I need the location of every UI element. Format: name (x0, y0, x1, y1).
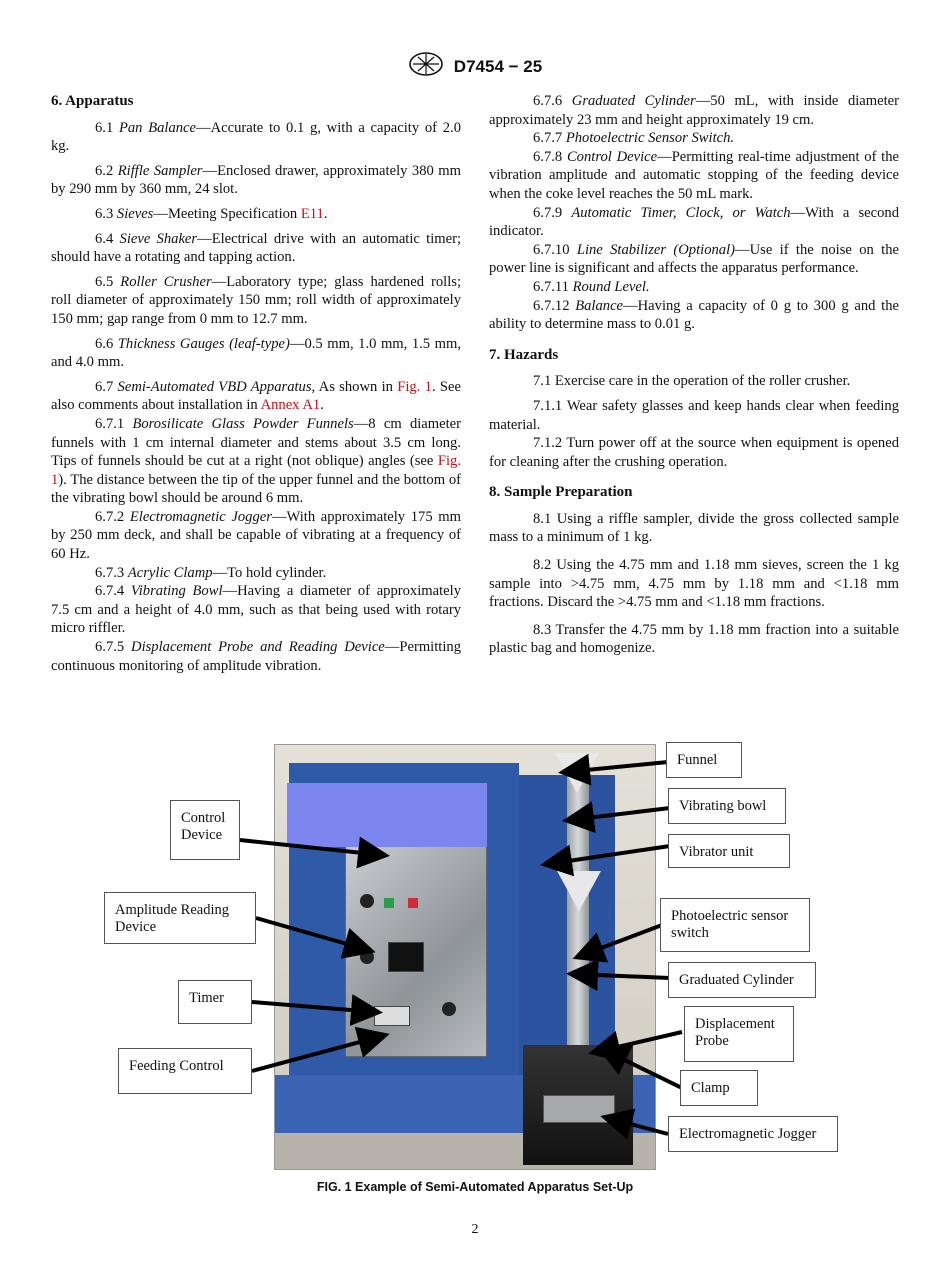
para-6-7-3: 6.7.3 Acrylic Clamp—To hold cylinder. (95, 564, 327, 581)
section-7-heading: 7. Hazards (489, 346, 559, 363)
label-funnel: Funnel (666, 742, 742, 778)
label-control-device: Control Device (170, 800, 240, 860)
para-6-7-11: 6.7.11 Round Level. (533, 278, 650, 295)
label-timer: Timer (178, 980, 252, 1024)
para-7-1: 7.1 Exercise care in the operation of the roller crusher. (533, 373, 851, 390)
para-6-7-1: 6.7.1 Borosilicate Glass Powder Funnels—8 cm diameter funnels with 1 cm internal diameter and stems about 3.5 cm long. Tips of funnels should be cut at a right (not oblique) angles (see Fig. 1). The distance between the tip of the upper funnel and the bottom of the vibrating bowl should be around 6 mm. (51, 415, 461, 507)
para-6-7: 6.7 Semi-Automated VBD Apparatus, As shown in Fig. 1. See also comments about installation in Annex A1. (51, 378, 462, 414)
para-6-7-12: 6.7.12 Balance—Having a capacity of 0 g to 300 g and the ability to determine mass to 0.01 g. (489, 297, 899, 333)
para-6-4: 6.4 Sieve Shaker—Electrical drive with an automatic timer; should have a rotating and tapping action. (51, 230, 462, 266)
para-6-7-8: 6.7.8 Control Device—Permitting real-time adjustment of the vibration amplitude and automatic stopping of the feeding device when the coke level reaches the 50 mL mark. (489, 148, 900, 202)
label-vibrator-unit: Vibrator unit (668, 834, 790, 868)
standard-designation: D7454 − 25 (453, 56, 543, 76)
link-annex-a1[interactable]: Annex A1 (260, 397, 321, 414)
para-6-7-4: 6.7.4 Vibrating Bowl—Having a diameter of approximately 7.5 cm and a height of 4.0 mm, such as that being used with rotary micro riffler. (51, 583, 461, 637)
astm-logo-icon (408, 52, 444, 81)
link-e11[interactable]: E11 (300, 205, 324, 222)
page-number: 2 (471, 1222, 479, 1237)
para-6-5: 6.5 Roller Crusher—Laboratory type; glass hardened rolls; roll diameter of approximately 150 mm; roll width of approximately 150 mm; gap range from 0 mm to 12.7 mm. (51, 273, 462, 327)
para-7-1-2: 7.1.2 Turn power off at the source when equipment is opened for cleaning after the crushing operation. (489, 435, 899, 470)
para-6-7-7: 6.7.7 Photoelectric Sensor Switch. (533, 130, 735, 147)
left-column (51, 92, 461, 675)
label-electromagnetic-jogger: Electromagnetic Jogger (668, 1116, 838, 1152)
para-6-1: 6.1 Pan Balance—Accurate to 0.1 g, with a capacity of 2.0 kg. (51, 119, 461, 155)
para-8-1: 8.1 Using a riffle sampler, divide the gross collected sample mass to a minimum of 1 kg. (489, 510, 899, 546)
section-8-heading: 8. Sample Preparation (489, 484, 633, 501)
label-amplitude-reading-device: Amplitude Reading Device (104, 892, 256, 944)
figure-1 (100, 738, 860, 1178)
para-6-7-6: 6.7.6 Graduated Cylinder—50 mL, with inside diameter approximately 23 mm and height approximately 19 cm. (489, 93, 899, 128)
figure-caption: FIG. 1 Example of Semi-Automated Apparatus Set-Up (316, 1180, 634, 1194)
page-header (0, 52, 950, 81)
right-column (489, 92, 899, 664)
para-6-7-5: 6.7.5 Displacement Probe and Reading Device—Permitting continuous monitoring of amplitude vibration. (51, 639, 461, 674)
label-photoelectric-sensor-switch: Photoelectric sensor switch (660, 898, 810, 952)
label-displacement-probe: Displacement Probe (684, 1006, 794, 1062)
para-6-7-9: 6.7.9 Automatic Timer, Clock, or Watch—With a second indicator. (489, 204, 899, 240)
label-vibrating-bowl: Vibrating bowl (668, 788, 786, 824)
label-clamp: Clamp (680, 1070, 758, 1106)
label-feeding-control: Feeding Control (118, 1048, 252, 1094)
link-fig-1[interactable]: Fig. 1 (397, 378, 432, 395)
para-8-2: 8.2 Using the 4.75 mm and 1.18 mm sieves, screen the 1 kg sample into >4.75 mm, 4.75 mm by 1.18 mm and <1.18 mm fractions. Discard the >4.75 mm and <1.18 mm fractions. (489, 557, 899, 611)
para-6-3: 6.3 Sieves—Meeting Specification E11. (95, 205, 328, 222)
para-6-2: 6.2 Riffle Sampler—Enclosed drawer, approximately 380 mm by 290 mm by 360 mm, 24 slot. (51, 162, 461, 198)
para-6-7-10: 6.7.10 Line Stabilizer (Optional)—Use if the noise on the power line is significant and affects the apparatus performance. (489, 241, 899, 277)
section-6-heading: 6. Apparatus (51, 93, 134, 109)
para-8-3: 8.3 Transfer the 4.75 mm by 1.18 mm fraction into a suitable plastic bag and homogenize. (489, 621, 899, 657)
para-6-6: 6.6 Thickness Gauges (leaf-type)—0.5 mm, 1.0 mm, 1.5 mm, and 4.0 mm. (51, 335, 462, 371)
para-7-1-1: 7.1.1 Wear safety glasses and keep hands clear when feeding material. (489, 397, 899, 433)
link-fig-1-b[interactable]: Fig. 1 (51, 453, 461, 488)
label-graduated-cylinder: Graduated Cylinder (668, 962, 816, 998)
para-6-7-2: 6.7.2 Electromagnetic Jogger—With approximately 175 mm by 250 mm deck, and shall be capable of vibrating at a frequency of 60 Hz. (51, 508, 461, 563)
